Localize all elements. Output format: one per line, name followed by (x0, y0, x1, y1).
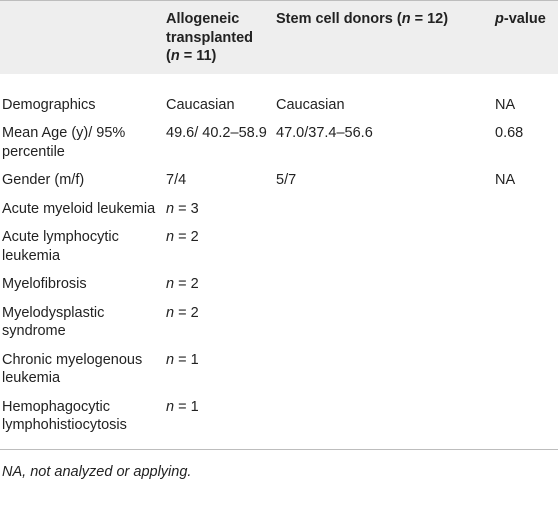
donor-value (276, 195, 495, 224)
p-value (495, 299, 558, 346)
allo-n-symbol: n (166, 229, 175, 245)
p-value: NA (495, 96, 516, 113)
allo-value (166, 393, 276, 450)
row-label: Acute lymphocytic leukemia (2, 229, 119, 264)
allo-value (166, 346, 276, 393)
donor-value (276, 299, 495, 346)
donor-value (276, 393, 495, 450)
header-donors-label: Stem cell donors ( (276, 11, 402, 27)
p-value (495, 223, 558, 270)
header-allogeneic-n: n (170, 48, 180, 64)
header-allogeneic-count: = 11) (179, 48, 217, 64)
table-row (0, 270, 558, 299)
donor-value (276, 346, 495, 393)
header-allogeneic-paren: ( (166, 48, 171, 64)
row-label: Myelodysplastic syndrome (2, 304, 105, 339)
p-value (495, 195, 558, 224)
table-row (0, 74, 558, 120)
row-label: Mean Age (y)/ 95% percentile (2, 125, 126, 160)
allo-n-symbol: n (166, 276, 175, 292)
allo-value (166, 270, 276, 299)
row-label: Hemophagocytic lymphohistiocytosis (0, 393, 166, 450)
table-row (0, 195, 558, 224)
allo-value (166, 299, 276, 346)
allo-count: = 2 (174, 229, 199, 245)
table-row (0, 346, 558, 393)
header-allogeneic-label: Allogeneic transplanted (166, 11, 254, 46)
donor-value (276, 270, 495, 299)
allo-value (166, 223, 276, 270)
p-value: 0.68 (495, 125, 524, 141)
allo-n-symbol: n (166, 398, 175, 415)
row-label: Demographics (2, 96, 96, 113)
header-donors (276, 1, 495, 74)
allo-n-symbol: n (166, 351, 175, 368)
table-row (0, 166, 558, 195)
header-donors-n: n (401, 11, 411, 27)
allo-value: 7/4 (166, 172, 187, 188)
donor-value (276, 223, 495, 270)
row-label: Myelofibrosis (2, 276, 87, 292)
header-empty-cell (0, 1, 166, 74)
allo-count: = 1 (174, 398, 199, 415)
table-row (0, 119, 558, 166)
header-p-value (495, 1, 558, 74)
allo-count: = 1 (174, 351, 199, 368)
p-value (495, 393, 558, 450)
p-value: NA (495, 172, 516, 188)
allo-value (166, 195, 276, 224)
table-header-row (0, 1, 558, 74)
donor-value: 47.0/37.4–56.6 (276, 125, 373, 141)
header-p-rest: -value (503, 11, 546, 27)
header-allogeneic (166, 1, 276, 74)
header-p-letter: p (495, 11, 504, 27)
donor-value: 5/7 (276, 172, 297, 188)
p-value (495, 270, 558, 299)
p-value (495, 346, 558, 393)
allo-count: = 2 (174, 276, 199, 292)
table-row (0, 299, 558, 346)
allo-count: = 3 (174, 200, 199, 217)
row-label: Gender (m/f) (2, 172, 85, 188)
allo-value: Caucasian (166, 96, 235, 113)
allo-n-symbol: n (166, 200, 175, 217)
table-row (0, 393, 558, 450)
header-donors-count: = 12) (410, 11, 449, 27)
allo-n-symbol: n (166, 304, 175, 321)
row-label: Acute myeloid leukemia (2, 200, 156, 217)
row-label: Chronic myelogenous leukemia (2, 351, 143, 386)
table-row (0, 223, 558, 270)
allo-count: = 2 (174, 304, 199, 321)
allo-value: 49.6/ 40.2–58.9 (166, 125, 267, 141)
table-footnote: NA, not analyzed or applying. (2, 463, 192, 480)
donor-value: Caucasian (276, 96, 345, 113)
